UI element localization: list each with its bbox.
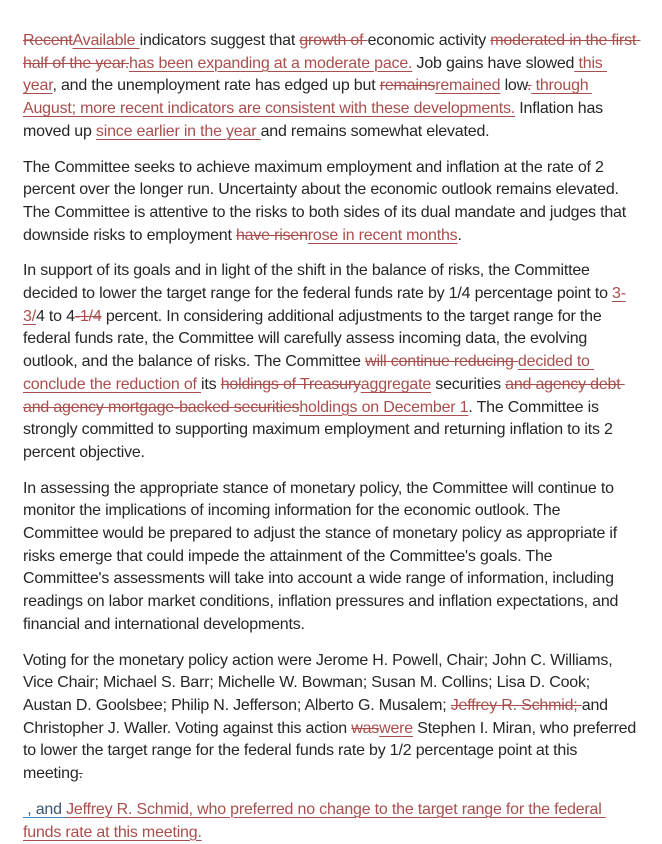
inserted-text: rose in recent months xyxy=(307,226,458,244)
deleted-text: and agency debt and agency mortgage-backed securities xyxy=(23,375,625,416)
inserted-text: Jeffrey R. Schmid, who preferred no change to the target range for the federal funds rate at this meeting. xyxy=(23,800,606,841)
text-run: . xyxy=(457,226,462,244)
para-schmid-dissent xyxy=(23,799,639,844)
para-economic-activity xyxy=(23,30,639,144)
text-run: percent. In considering additional adjustments to the target range for the federal funds rate, the Committee will carefully assess incoming data, the evolving outlook, and the balance of risks. The Committee xyxy=(23,307,606,371)
text-run: and Christopher J. Waller. Voting against this action xyxy=(23,696,613,737)
text-run: Voting for the monetary policy action were Jerome H. Powell, Chair; John C. Williams, Vice Chair; Michael S. Barr; Michelle W. Bowman; Susan M. Collins; Lisa D. Cook; Austan D. Goolsbee; Philip N. Jefferson; Alberto G. Musalem; xyxy=(23,651,617,714)
text-run: low xyxy=(500,77,528,95)
text-run: Inflation has moved up xyxy=(23,100,608,140)
inserted-text-alt-author: , and xyxy=(23,800,67,818)
text-run: securities xyxy=(431,375,506,393)
para-policy-action xyxy=(23,260,639,464)
deleted-text: Jeffrey R. Schmid; xyxy=(450,696,582,714)
deleted-text: have risen xyxy=(235,226,308,244)
inserted-text: this year xyxy=(23,54,607,95)
deleted-text: will continue reducing xyxy=(365,353,518,371)
inserted-text: holdings on December 1 xyxy=(299,398,469,416)
deleted-text: holdings of Treasury xyxy=(220,375,361,393)
para-voting xyxy=(23,650,639,786)
inserted-text: aggregate xyxy=(360,375,432,393)
text-run: In support of its goals and in light of the shift in the balance of risks, the Committee decided to lower the target range for the federal funds rate by 1/4 percentage point to xyxy=(23,262,613,303)
inserted-text: remained xyxy=(435,77,501,95)
inserted-text: were xyxy=(379,719,413,737)
text-run: Job gains have slowed xyxy=(412,54,575,72)
inserted-text: decided to conclude the reduction of xyxy=(23,353,595,393)
inserted-text: through August; more recent indicators are consistent with these developments. xyxy=(23,77,592,118)
inserted-text: has been expanding at a moderate pace. xyxy=(129,54,413,72)
text-run: , and the unemployment rate has edged up but xyxy=(52,77,380,95)
deleted-text-alt-author: . xyxy=(78,765,83,783)
text-run: indicators suggest that xyxy=(139,32,300,49)
text-run: and remains somewhat elevated. xyxy=(260,122,490,140)
text-run: 4 to 4 xyxy=(35,307,75,325)
deleted-text: Recent xyxy=(23,32,73,49)
statement-body xyxy=(23,30,639,844)
deleted-text: -1/4 xyxy=(74,307,102,325)
deleted-text: moderated in the first half of the year. xyxy=(23,32,641,72)
deleted-text: growth of xyxy=(299,32,368,49)
para-dual-mandate xyxy=(23,157,639,248)
inserted-text: Available xyxy=(72,32,140,49)
text-run: The Committee seeks to achieve maximum employment and inflation at the rate of 2 percent over the longer run. Uncertainty about the economic outlook remains elevated. The Committee is attentive to the risks to both sides of its dual mandate and judges that downside risks to employment xyxy=(23,158,631,244)
deleted-text: remains xyxy=(379,77,436,95)
inserted-text: since earlier in the year xyxy=(95,122,261,140)
text-run: its xyxy=(201,375,221,393)
inserted-text: 3-3/ xyxy=(23,285,626,325)
text-run: . The Committee is strongly committed to supporting maximum employment and returning inflation to its 2 percent objective. xyxy=(23,398,617,461)
text-run: In assessing the appropriate stance of monetary policy, the Committee will continue to monitor the implications of incoming information for the economic outlook. The Committee would be prepared to adjust the stance of monetary policy as appropriate if risks emerge that could impede the attainment of the Committee's goals. The Committee's assessments will take into account a wide range of information, including readings on labor market conditions, inflation pressures and inflation expectations, and financial and international developments. xyxy=(23,479,623,633)
para-monitoring xyxy=(23,478,639,637)
text-run: economic activity xyxy=(367,32,491,49)
text-run: Stephen I. Miran, who preferred to lower the target range for the federal funds rate by 1/2 percentage point at this meeting xyxy=(23,719,641,783)
deleted-text: . xyxy=(527,77,532,95)
deleted-text: was xyxy=(351,719,380,737)
